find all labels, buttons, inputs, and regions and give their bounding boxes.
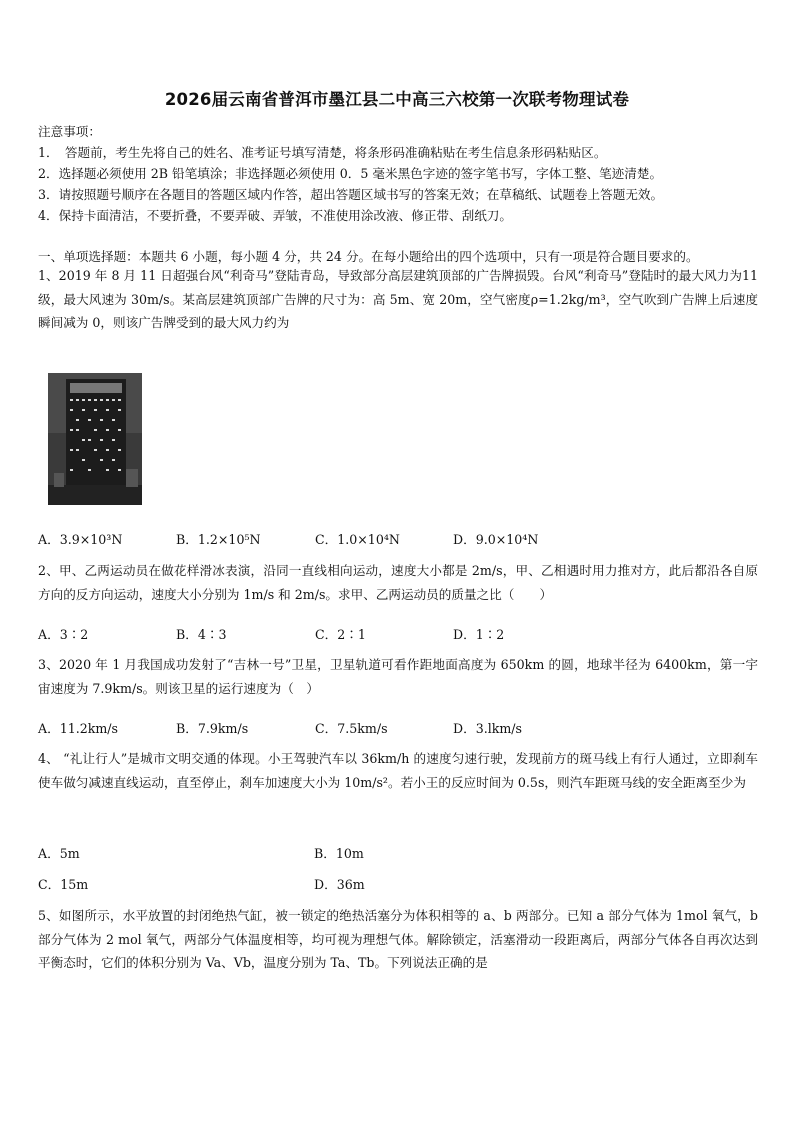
- q4-option-b[interactable]: B．10m: [314, 846, 364, 861]
- q1-option-a[interactable]: A．3.9×10³N: [38, 532, 123, 547]
- question-2-text: 2、甲、乙两运动员在做花样滑冰表演，沿同一直线相向运动，速度大小都是 2m/s，甲、乙相遇时用力推对方，此后都沿各自原方向的反方向运动，速度大小分别为 1m/s 和 2m/s。求甲、乙两运动员的质量之比（ ）: [38, 563, 758, 602]
- notice-item-2: 2．选择题必须使用 2B 铅笔填涂；非选择题必须使用 0．5 毫米黑色字迹的签字笔书写，字体工整、笔迹清楚。: [38, 166, 663, 181]
- q2-option-a[interactable]: A．3∶2: [38, 627, 89, 642]
- building-photo: [48, 373, 142, 505]
- q3-option-d[interactable]: D．3.lkm/s: [453, 721, 523, 736]
- q3-option-a[interactable]: A．11.2km/s: [38, 721, 119, 736]
- question-4-text: 4、 “礼让行人”是城市文明交通的体现。小王驾驶汽车以 36km/h 的速度匀速行驶，发现前方的斑马线上有行人通过，立即刹车使车做匀减速直线运动，直至停止，刹车加速度大小为 10m/s²。若小王的反应时间为 0.5s，则汽车距斑马线的安全距离至少为: [38, 751, 758, 790]
- question-1-options: [38, 529, 758, 549]
- q2-option-c[interactable]: C．2∶1: [315, 627, 366, 642]
- q4-option-c[interactable]: C．15m: [38, 877, 89, 892]
- q3-option-b[interactable]: B．7.9km/s: [176, 721, 249, 736]
- question-2-options: [38, 624, 758, 644]
- q1-option-d[interactable]: D．9.0×10⁴N: [453, 532, 539, 547]
- q2-option-d[interactable]: D．1∶2: [453, 627, 505, 642]
- q4-option-a[interactable]: A．5m: [38, 846, 80, 861]
- notice-item-1: 1． 答题前，考生先将自己的姓名、准考证号填写清楚，将条形码准确粘贴在考生信息条形码粘贴区。: [38, 145, 607, 160]
- question-5-text: 5、如图所示，水平放置的封闭绝热气缸，被一锁定的绝热活塞分为体积相等的 a、b 两部分。已知 a 部分气体为 1mol 氧气，b 部分气体为 2 mol 氧气，两部分气体温度相等，均可视为理想气体。解除锁定，活塞滑动一段距离后，两部分气体各自再次达到平衡态时，它们的体积分别为 Va、Vb，温度分别为 Ta、Tb。下列说法正确的是: [38, 908, 758, 970]
- notice-item-3: 3．请按照题号顺序在各题目的答题区域内作答，超出答题区域书写的答案无效；在草稿纸、试题卷上答题无效。: [38, 187, 664, 202]
- q1-option-b[interactable]: B．1.2×10⁵N: [176, 532, 261, 547]
- question-3-options: [38, 718, 758, 738]
- q1-option-c[interactable]: C．1.0×10⁴N: [315, 532, 400, 547]
- notice-heading: 注意事项：: [38, 124, 101, 139]
- question-4-options-row1: [38, 843, 758, 863]
- question-3-text: 3、2020 年 1 月我国成功发射了“吉林一号”卫星，卫星轨道可看作距地面高度为 650km 的圆，地球半径为 6400km，第一宇宙速度为 7.9km/s。则该卫星的运行速度为（ ）: [38, 657, 758, 696]
- exam-title: 2026届云南省普洱市墨江县二中高三六校第一次联考物理试卷: [164, 90, 630, 109]
- q4-option-d[interactable]: D．36m: [314, 877, 365, 892]
- q3-option-c[interactable]: C．7.5km/s: [315, 721, 388, 736]
- section-heading: 一、单项选择题：本题共 6 小题，每小题 4 分，共 24 分。在每小题给出的四个选项中，只有一项是符合题目要求的。: [38, 249, 699, 264]
- question-4-options-row2: [38, 874, 758, 894]
- notice-item-4: 4．保持卡面清洁，不要折叠，不要弄破、弄皱，不准使用涂改液、修正带、刮纸刀。: [38, 208, 512, 223]
- question-1-text: 1、2019 年 8 月 11 日超强台风“利奇马”登陆青岛，导致部分高层建筑顶部的广告牌损毁。台风“利奇马”登陆时的最大风力为11 级，最大风速为 30m/s。某高层建筑顶部广告牌的尺寸为：高 5m、宽 20m，空气密度ρ=1.2kg/m³，空气吹到广告牌上后速度瞬间减为 0，则该广告牌受到的最大风力约为: [38, 268, 758, 330]
- q2-option-b[interactable]: B．4∶3: [176, 627, 227, 642]
